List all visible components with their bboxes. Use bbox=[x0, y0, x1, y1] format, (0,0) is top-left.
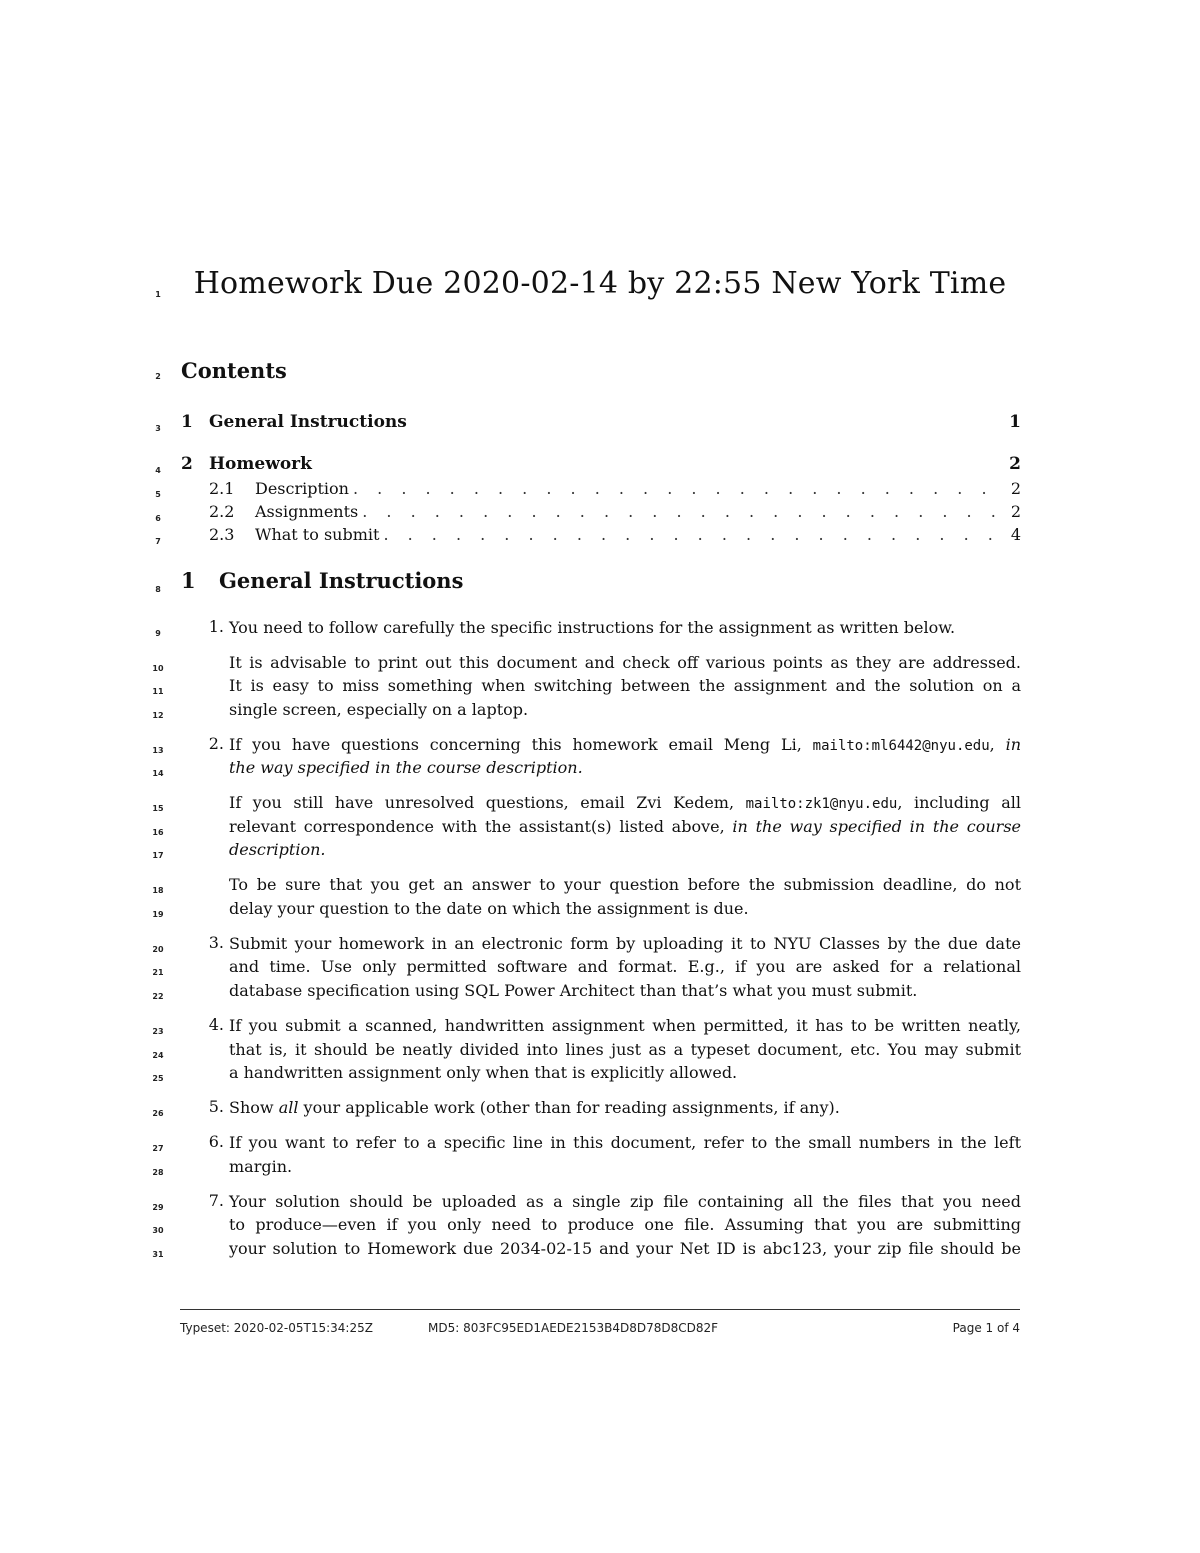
line-number: 23 bbox=[152, 1027, 164, 1036]
line-number: 18 bbox=[152, 886, 164, 895]
footer-rule bbox=[180, 1309, 1020, 1310]
line-number: 22 bbox=[152, 992, 164, 1001]
body-line: a handwritten assignment only when that is explicitly allowed. bbox=[229, 1063, 738, 1082]
toc-entry-assignments[interactable] bbox=[181, 502, 1021, 521]
line-number: 31 bbox=[152, 1250, 164, 1259]
line-number: 27 bbox=[152, 1144, 164, 1153]
contents-heading: Contents bbox=[181, 358, 287, 383]
body-line: margin. bbox=[229, 1157, 293, 1176]
line-number: 5 bbox=[155, 490, 161, 499]
body-line: It is advisable to print out this document and check off various points as they are addressed. bbox=[229, 653, 1021, 672]
item-number: 7. bbox=[208, 1191, 224, 1210]
toc-leader bbox=[383, 525, 1000, 544]
text-run: in bbox=[1005, 735, 1022, 754]
toc-page: 2 bbox=[1010, 479, 1021, 498]
line-number: 12 bbox=[152, 711, 164, 720]
body-line: You need to follow carefully the specific instructions for the assignment as written below. bbox=[229, 618, 956, 637]
body-line: single screen, especially on a laptop. bbox=[229, 700, 529, 719]
line-number: 8 bbox=[155, 585, 161, 594]
body-line bbox=[229, 791, 1021, 817]
line-number: 4 bbox=[155, 466, 161, 475]
line-number: 17 bbox=[152, 851, 164, 860]
toc-page: 1 bbox=[1009, 412, 1021, 432]
section-number: 1 bbox=[181, 568, 196, 593]
toc-number: 1 bbox=[181, 412, 193, 432]
line-number: 29 bbox=[152, 1203, 164, 1212]
body-line: delay your question to the date on which the assignment is due. bbox=[229, 899, 749, 918]
document-title: Homework Due 2020-02-14 by 22:55 New York Time bbox=[193, 266, 1007, 301]
text-run: , including all bbox=[897, 793, 1021, 812]
footer-md5: MD5: 803FC95ED1AEDE2153B4D8D78D8CD82F bbox=[428, 1321, 719, 1335]
item-number: 4. bbox=[208, 1015, 224, 1034]
body-line: and time. Use only permitted software and format. E.g., if you are asked for a relational bbox=[229, 957, 1021, 976]
item-number: 2. bbox=[208, 734, 224, 753]
section-heading bbox=[181, 568, 463, 593]
toc-number: 2.3 bbox=[209, 525, 235, 544]
text-run: all bbox=[278, 1098, 299, 1117]
line-number: 2 bbox=[155, 372, 161, 381]
line-number: 3 bbox=[155, 424, 161, 433]
body-line bbox=[229, 1096, 1021, 1120]
text-run: your applicable work (other than for reading assignments, if any). bbox=[298, 1098, 840, 1117]
item-number: 3. bbox=[208, 933, 224, 952]
toc-entry-what-to-submit[interactable] bbox=[181, 525, 1021, 544]
line-number: 7 bbox=[155, 537, 161, 546]
text-run: If you have questions concerning this homework email Meng Li, bbox=[229, 735, 813, 754]
line-number: 24 bbox=[152, 1051, 164, 1060]
body-line: If you want to refer to a specific line in this document, refer to the small numbers in the left bbox=[229, 1133, 1021, 1152]
line-number: 11 bbox=[152, 687, 164, 696]
body-line: description. bbox=[229, 840, 326, 859]
toc-label: Homework bbox=[209, 454, 312, 474]
toc-entry-description[interactable] bbox=[181, 479, 1021, 498]
toc-label: General Instructions bbox=[209, 412, 407, 432]
line-number: 26 bbox=[152, 1109, 164, 1118]
line-number: 19 bbox=[152, 910, 164, 919]
toc-page: 4 bbox=[1010, 525, 1021, 544]
toc-number: 2.2 bbox=[209, 502, 235, 521]
item-number: 6. bbox=[208, 1132, 224, 1151]
toc-label: What to submit bbox=[255, 525, 380, 544]
body-line: your solution to Homework due 2034-02-15 and your Net ID is abc123, your zip file should be bbox=[229, 1239, 1021, 1258]
item-number: 1. bbox=[208, 617, 224, 636]
line-number: 28 bbox=[152, 1168, 164, 1177]
body-line: If you submit a scanned, handwritten assignment when permitted, it has to be written neatly, bbox=[229, 1016, 1021, 1035]
text-run: Show bbox=[229, 1098, 279, 1117]
email-link-meng-li[interactable]: mailto:ml6442@nyu.edu bbox=[812, 738, 990, 754]
toc-number: 2.1 bbox=[209, 479, 235, 498]
toc-label: Assignments bbox=[255, 502, 359, 521]
footer-typeset: Typeset: 2020-02-05T15:34:25Z bbox=[180, 1321, 373, 1335]
text-run: in the way specified in the course bbox=[732, 817, 1021, 836]
toc-entry-homework[interactable] bbox=[181, 454, 1021, 474]
line-number: 15 bbox=[152, 804, 164, 813]
email-link-zvi-kedem[interactable]: mailto:zk1@nyu.edu bbox=[745, 796, 898, 812]
toc-label: Description bbox=[255, 479, 349, 498]
body-line: Your solution should be uploaded as a single zip file containing all the files that you need bbox=[229, 1192, 1021, 1211]
toc-leader bbox=[362, 502, 1001, 521]
body-line: To be sure that you get an answer to your question before the submission deadline, do not bbox=[229, 875, 1021, 894]
line-number: 20 bbox=[152, 945, 164, 954]
line-number: 30 bbox=[152, 1226, 164, 1235]
line-number: 6 bbox=[155, 514, 161, 523]
body-line: that is, it should be neatly divided into lines just as a typeset document, etc. You may submit bbox=[229, 1040, 1021, 1059]
line-number: 10 bbox=[152, 664, 164, 673]
line-number: 14 bbox=[152, 769, 164, 778]
line-number: 21 bbox=[152, 968, 164, 977]
text-run: , bbox=[989, 735, 1006, 754]
line-number: 1 bbox=[155, 290, 161, 299]
section-title: General Instructions bbox=[219, 568, 464, 593]
toc-page: 2 bbox=[1010, 502, 1021, 521]
body-line: Submit your homework in an electronic form by uploading it to NYU Classes by the due date bbox=[229, 934, 1021, 953]
line-number: 9 bbox=[155, 629, 161, 638]
body-line: the way specified in the course description. bbox=[229, 758, 583, 777]
toc-entry-general-instructions[interactable] bbox=[181, 412, 1021, 432]
line-number: 13 bbox=[152, 746, 164, 755]
footer-page-number: Page 1 of 4 bbox=[952, 1321, 1020, 1335]
body-line: It is easy to miss something when switching between the assignment and the solution on a bbox=[229, 676, 1021, 695]
text-run: relevant correspondence with the assistant(s) listed above, bbox=[229, 817, 733, 836]
item-number: 5. bbox=[208, 1097, 224, 1116]
toc-number: 2 bbox=[181, 454, 193, 474]
line-number: 25 bbox=[152, 1074, 164, 1083]
body-line bbox=[229, 815, 1021, 839]
text-run: If you still have unresolved questions, email Zvi Kedem, bbox=[229, 793, 746, 812]
body-line bbox=[229, 733, 1021, 759]
toc-leader bbox=[353, 479, 1001, 498]
line-number: 16 bbox=[152, 828, 164, 837]
body-line: to produce—even if you only need to produce one file. Assuming that you are submitting bbox=[229, 1215, 1021, 1234]
toc-page: 2 bbox=[1009, 454, 1021, 474]
body-line: database specification using SQL Power Architect than that’s what you must submit. bbox=[229, 981, 918, 1000]
